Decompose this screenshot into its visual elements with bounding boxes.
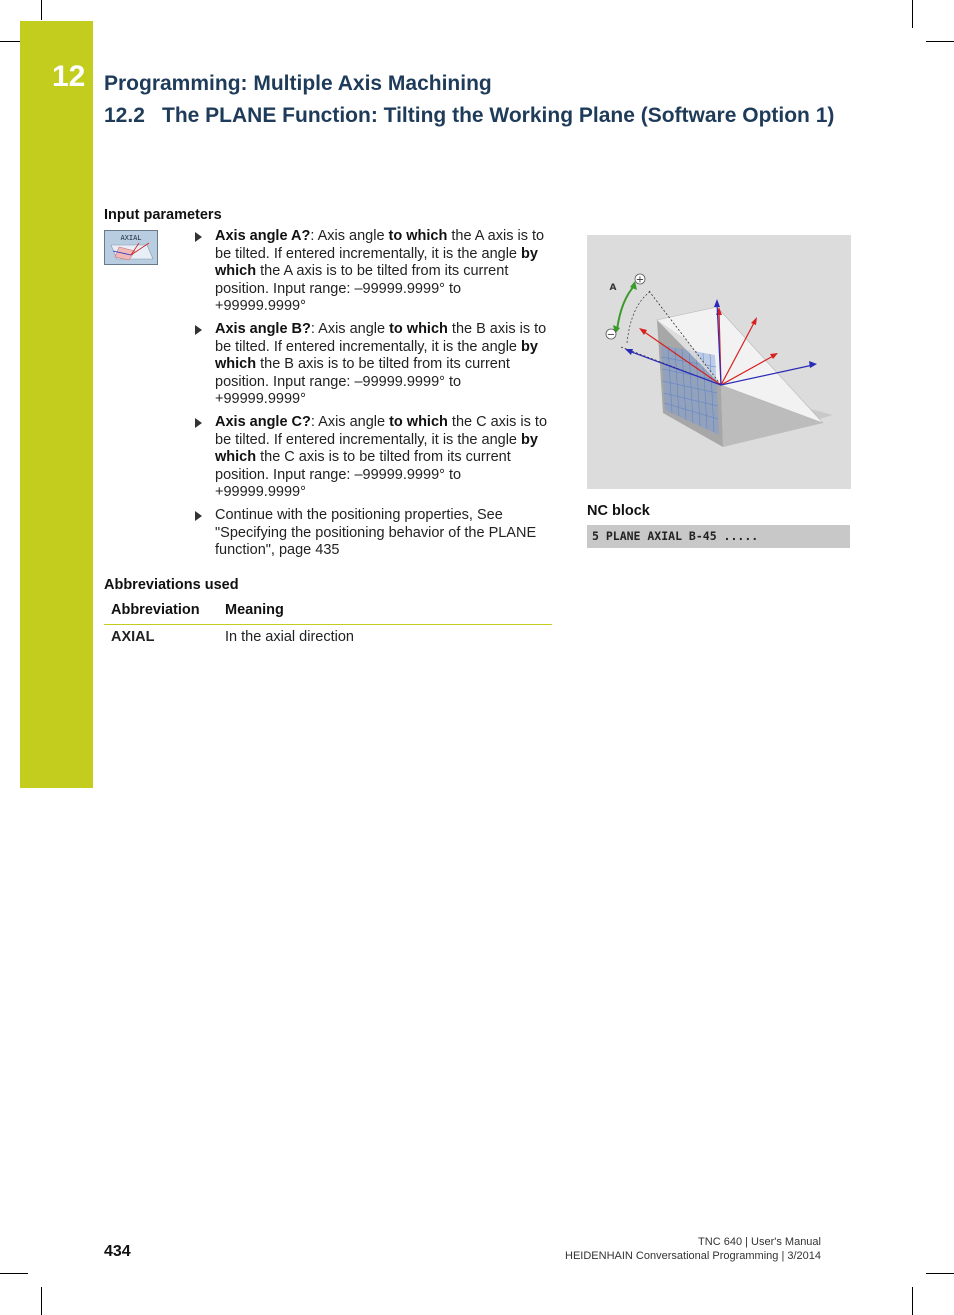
crop-mark bbox=[926, 1273, 954, 1274]
bullet-arrow-icon bbox=[195, 232, 202, 242]
param-text: the A axis is to be tilted from its current position. Input range: –99999.9999° to +99999.9999° bbox=[215, 263, 509, 315]
param-emphasis: to which bbox=[388, 228, 448, 244]
rotation-arrow bbox=[617, 285, 635, 330]
softkey-graphic-icon bbox=[105, 231, 157, 264]
chapter-number: 12 bbox=[52, 60, 86, 93]
crop-mark bbox=[912, 1287, 913, 1315]
nc-block-code: 5 PLANE AXIAL B-45 ..... bbox=[592, 529, 759, 543]
footer-line-manual: TNC 640 | User's Manual bbox=[698, 1236, 821, 1248]
minus-label: − bbox=[606, 329, 616, 341]
param-emphasis: to which bbox=[389, 413, 448, 430]
crop-mark bbox=[0, 1273, 28, 1274]
crop-mark bbox=[41, 1287, 42, 1315]
abbreviation-cell: AXIAL bbox=[111, 629, 155, 645]
param-name: Axis angle C? bbox=[215, 413, 311, 430]
section-number: 12.2 bbox=[104, 104, 145, 127]
param-item-axis-angle-b bbox=[195, 321, 550, 409]
tilt-plane-diagram bbox=[587, 235, 851, 489]
column-header-abbreviation: Abbreviation bbox=[104, 600, 218, 625]
bullet-arrow-icon bbox=[195, 418, 202, 428]
nc-block-code-bar bbox=[587, 525, 850, 548]
param-item-axis-angle-c bbox=[195, 414, 550, 502]
footer-info bbox=[565, 1235, 821, 1263]
param-item-axis-angle-a bbox=[195, 228, 550, 316]
column-header-meaning: Meaning bbox=[218, 600, 552, 625]
bullet-arrow-icon bbox=[195, 325, 202, 335]
parameter-list bbox=[195, 228, 550, 565]
param-emphasis: to which bbox=[389, 320, 448, 337]
param-text: the B axis is to be tilted. If entered incrementally, it is the angle bbox=[215, 320, 547, 355]
param-text: : Axis angle bbox=[310, 320, 390, 337]
page-number: 434 bbox=[104, 1243, 131, 1260]
crop-mark bbox=[0, 41, 20, 42]
footer-line-publisher: HEIDENHAIN Conversational Programming | 3/2014 bbox=[565, 1250, 821, 1262]
input-parameters-heading: Input parameters bbox=[104, 207, 222, 223]
axial-softkey[interactable] bbox=[104, 230, 158, 265]
param-text: : Axis angle bbox=[310, 413, 390, 430]
table-header-row bbox=[104, 600, 552, 625]
param-item-continue bbox=[195, 507, 550, 560]
axis-a-label: A bbox=[609, 283, 617, 293]
param-emphasis: by which bbox=[215, 338, 538, 373]
plus-label: + bbox=[635, 274, 645, 286]
param-emphasis: by which bbox=[215, 245, 538, 280]
meaning-cell: In the axial direction bbox=[225, 629, 354, 645]
chapter-title: Programming: Multiple Axis Machining bbox=[104, 72, 492, 95]
crop-mark bbox=[912, 0, 913, 28]
continue-text: Continue with the positioning properties, See "Specifying the positioning behavior of the PLANE function", page 435 bbox=[215, 506, 537, 559]
abbreviations-heading: Abbreviations used bbox=[104, 577, 239, 593]
nc-block-heading: NC block bbox=[587, 503, 650, 519]
param-text: the A axis is to be tilted. If entered incrementally, it is the angle bbox=[215, 228, 545, 262]
bullet-arrow-icon bbox=[195, 511, 202, 521]
param-text: : Axis angle bbox=[310, 228, 389, 244]
chapter-sidebar bbox=[20, 21, 93, 788]
angle-arc bbox=[627, 291, 651, 343]
param-name: Axis angle B? bbox=[215, 320, 311, 337]
section-heading bbox=[104, 104, 834, 128]
param-name: Axis angle A? bbox=[215, 228, 311, 244]
param-text: the C axis is to be tilted from its current position. Input range: –99999.9999° to +99999.9999° bbox=[215, 449, 511, 501]
param-text: the B axis is to be tilted from its current position. Input range: –99999.9999° to +99999.9999° bbox=[215, 356, 510, 408]
crop-mark bbox=[926, 41, 954, 42]
section-title: The PLANE Function: Tilting the Working Plane (Software Option 1) bbox=[162, 104, 835, 127]
param-text: the C axis is to be tilted. If entered incrementally, it is the angle bbox=[215, 413, 548, 448]
table-row bbox=[104, 625, 552, 650]
softkey-label: AXIAL bbox=[120, 234, 142, 242]
param-emphasis: by which bbox=[215, 431, 538, 466]
abbreviations-table bbox=[104, 600, 552, 649]
tilt-plane-illustration bbox=[587, 235, 851, 489]
crop-mark bbox=[41, 0, 42, 20]
